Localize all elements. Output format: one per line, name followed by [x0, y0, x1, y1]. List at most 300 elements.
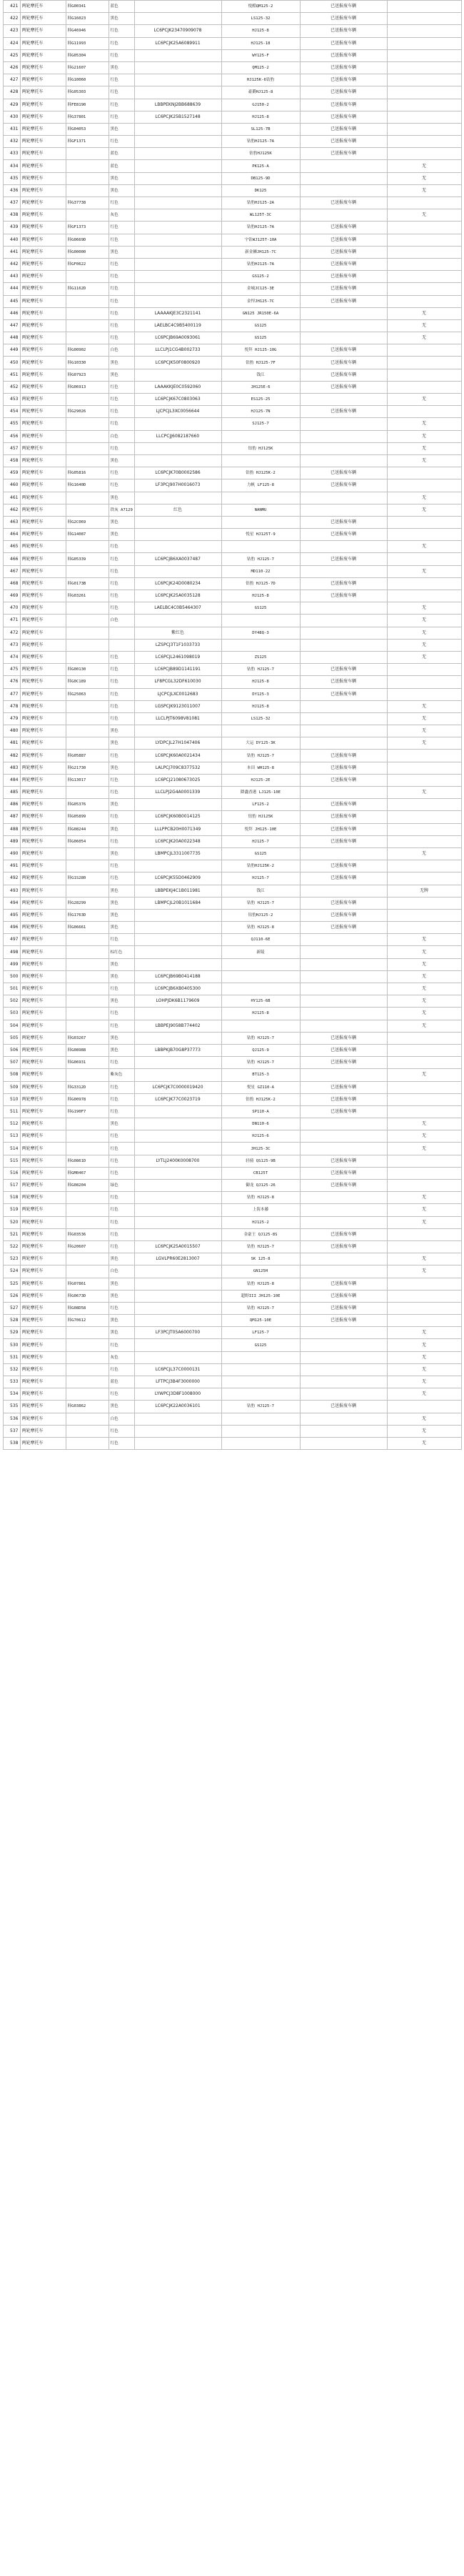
cell-vehicle-type: 两轮摩托车	[20, 1130, 66, 1143]
cell-vehicle-type: 两轮摩托车	[20, 86, 66, 99]
cell-model	[221, 492, 300, 504]
cell-plate-number: 韩G46946	[66, 25, 109, 37]
cell-model	[221, 970, 300, 983]
cell-note: 无	[387, 319, 461, 332]
cell-color: 棕红色	[109, 946, 134, 958]
table-row	[3, 283, 461, 295]
table-row	[3, 381, 461, 393]
cell-color: 红色	[109, 234, 134, 246]
cell-note	[387, 369, 461, 381]
cell-vin: LALPCJ709C8377532	[134, 762, 221, 774]
cell-note	[387, 222, 461, 234]
table-row	[3, 1069, 461, 1081]
table-row	[3, 160, 461, 172]
cell-vehicle-type: 两轮摩托车	[20, 1351, 66, 1363]
cell-model: 超野III JH125-10E	[221, 1290, 300, 1302]
cell-note: 无	[387, 602, 461, 615]
cell-vin	[134, 529, 221, 541]
cell-color: 红色	[109, 332, 134, 344]
cell-model: NANMU	[221, 504, 300, 516]
cell-vin	[134, 74, 221, 86]
cell-model	[221, 725, 300, 737]
cell-vin	[134, 541, 221, 553]
cell-vehicle-type: 两轮摩托车	[20, 970, 66, 983]
cell-model	[221, 516, 300, 528]
cell-model	[221, 1376, 300, 1388]
cell-vin: LLCLPJT6098V81081	[134, 712, 221, 725]
cell-status: 已送报废车辆	[300, 688, 387, 700]
cell-vehicle-type: 两轮摩托车	[20, 1265, 66, 1278]
cell-vin	[134, 1228, 221, 1240]
cell-plate-number: 韩G06931	[66, 1057, 109, 1069]
cell-note	[387, 762, 461, 774]
cell-vin: LBBPKJB70G8P37773	[134, 1044, 221, 1056]
cell-row-number: 421	[3, 1, 20, 13]
cell-plate-number: 韩G05899	[66, 811, 109, 823]
cell-status: 已送报废车辆	[300, 897, 387, 909]
cell-model: LS125-32	[221, 712, 300, 725]
cell-note	[387, 357, 461, 369]
cell-vin: LAAAKKJE0C0592060	[134, 381, 221, 393]
cell-plate-number: 韩G10330	[66, 357, 109, 369]
cell-vehicle-type: 两轮摩托车	[20, 504, 66, 516]
cell-color: 红色	[109, 295, 134, 307]
cell-status	[300, 934, 387, 946]
cell-status: 已送报废车辆	[300, 283, 387, 295]
cell-model: DY48Q-3	[221, 627, 300, 639]
cell-note: 无	[387, 184, 461, 197]
cell-plate-number: 韩G05339	[66, 553, 109, 565]
cell-status: 已送报废车辆	[300, 1155, 387, 1167]
cell-note	[387, 922, 461, 934]
cell-color: 红色	[109, 1093, 134, 1105]
cell-plate-number	[66, 602, 109, 615]
cell-color: 红色	[109, 590, 134, 602]
cell-color: 红色	[109, 750, 134, 762]
cell-model: QM125-2	[221, 61, 300, 74]
cell-status	[300, 442, 387, 454]
cell-plate-number	[66, 418, 109, 430]
cell-model: 悦拜 HJ125-10G	[221, 344, 300, 357]
cell-plate-number: 韩G08244	[66, 823, 109, 835]
cell-note	[387, 1105, 461, 1118]
table-row	[3, 13, 461, 25]
cell-color: 黑色	[109, 1290, 134, 1302]
cell-note	[387, 467, 461, 479]
cell-vehicle-type: 两轮摩托车	[20, 209, 66, 222]
cell-note: 无	[387, 307, 461, 319]
cell-color: 黑色	[109, 995, 134, 1008]
cell-row-number: 487	[3, 811, 20, 823]
cell-status: 已送报废车辆	[300, 590, 387, 602]
cell-color: 黑色	[109, 516, 134, 528]
cell-color: 红色	[109, 553, 134, 565]
cell-plate-number: 韩G25063	[66, 688, 109, 700]
cell-vin	[134, 1118, 221, 1130]
cell-color: 黑色	[109, 958, 134, 970]
cell-plate-number: 韩G00978	[66, 1093, 109, 1105]
cell-status: 已送报废车辆	[300, 86, 387, 99]
cell-vin	[134, 1339, 221, 1351]
cell-note: 无	[387, 1413, 461, 1425]
cell-note: 无	[387, 394, 461, 406]
cell-vehicle-type: 两轮摩托车	[20, 946, 66, 958]
cell-vin: LC6PCJK22A0036101	[134, 1401, 221, 1413]
table-row	[3, 197, 461, 209]
cell-vehicle-type: 两轮摩托车	[20, 1253, 66, 1265]
cell-note: 无	[387, 1425, 461, 1437]
cell-color: 红色	[109, 1155, 134, 1167]
cell-model: HJ125-8	[221, 25, 300, 37]
cell-row-number: 454	[3, 406, 20, 418]
cell-status	[300, 1413, 387, 1425]
cell-note	[387, 74, 461, 86]
cell-color: 红色	[109, 37, 134, 49]
cell-status	[300, 1216, 387, 1228]
cell-color: 黑色	[109, 737, 134, 750]
cell-color: 白色	[109, 615, 134, 627]
cell-model: HJ125-2E	[221, 774, 300, 786]
cell-note	[387, 774, 461, 786]
cell-status	[300, 1265, 387, 1278]
cell-model: WY125-F	[221, 49, 300, 61]
cell-model: 钻豹 HJ125-7	[221, 897, 300, 909]
cell-note: 无	[387, 565, 461, 577]
cell-vehicle-type: 两轮摩托车	[20, 774, 66, 786]
cell-status: 已送报废车辆	[300, 1057, 387, 1069]
cell-status: 已送报废车辆	[300, 99, 387, 111]
cell-status: 已送报废车辆	[300, 1081, 387, 1093]
cell-vin: LC6PCJK70B0002586	[134, 467, 221, 479]
table-row	[3, 934, 461, 946]
cell-row-number: 472	[3, 627, 20, 639]
cell-vehicle-type: 两轮摩托车	[20, 37, 66, 49]
cell-note	[387, 1093, 461, 1105]
cell-row-number: 491	[3, 860, 20, 872]
cell-vehicle-type: 两轮摩托车	[20, 234, 66, 246]
cell-model: DY125-3	[221, 688, 300, 700]
cell-color: 灰色	[109, 209, 134, 222]
cell-plate-number: 韩G1S280	[66, 872, 109, 885]
cell-vin: LC6PCJK77C0023719	[134, 1093, 221, 1105]
cell-vin	[134, 565, 221, 577]
table-row	[3, 1130, 461, 1143]
cell-model: 钻豹HJ125-2A	[221, 197, 300, 209]
cell-vin	[134, 295, 221, 307]
table-row	[3, 995, 461, 1008]
cell-status	[300, 1069, 387, 1081]
cell-color: 红色	[109, 394, 134, 406]
cell-color: 黑色	[109, 1032, 134, 1044]
cell-color: 黑色	[109, 1315, 134, 1327]
cell-note: 无	[387, 160, 461, 172]
cell-vin	[134, 1437, 221, 1449]
table-row	[3, 1180, 461, 1192]
cell-row-number: 440	[3, 234, 20, 246]
table-row	[3, 1020, 461, 1032]
cell-note	[387, 86, 461, 99]
cell-color: 红色	[109, 835, 134, 847]
cell-row-number: 524	[3, 1265, 20, 1278]
cell-status	[300, 983, 387, 995]
table-row	[3, 553, 461, 565]
cell-plate-number	[66, 148, 109, 160]
cell-color: 红色	[109, 258, 134, 270]
cell-note: 无	[387, 430, 461, 442]
cell-vin	[134, 258, 221, 270]
cell-note	[387, 111, 461, 123]
cell-plate-number: 韩G0173B	[66, 577, 109, 590]
cell-model: 钻豹 HJ125-7	[221, 1240, 300, 1253]
cell-vin: LYDPCJL27H1047406	[134, 737, 221, 750]
cell-vin: LF8PCGL32DF610030	[134, 676, 221, 688]
cell-model: 大运 DY125-3K	[221, 737, 300, 750]
cell-model	[221, 1388, 300, 1401]
cell-status	[300, 1118, 387, 1130]
cell-row-number: 433	[3, 148, 20, 160]
cell-vin: LLCPCJJ6082187660	[134, 430, 221, 442]
cell-vehicle-type: 两轮摩托车	[20, 688, 66, 700]
cell-note: 无	[387, 651, 461, 663]
cell-plate-number	[66, 172, 109, 184]
cell-vin	[134, 1290, 221, 1302]
cell-plate-number: 韩G16023	[66, 13, 109, 25]
cell-vin: LC6PCJK23470909078	[134, 25, 221, 37]
cell-note	[387, 860, 461, 872]
cell-status	[300, 1437, 387, 1449]
cell-status: 已送报废车辆	[300, 774, 387, 786]
cell-note: 无	[387, 1437, 461, 1449]
cell-row-number: 458	[3, 454, 20, 467]
table-row	[3, 922, 461, 934]
cell-status	[300, 172, 387, 184]
table-row	[3, 1290, 461, 1302]
cell-note	[387, 25, 461, 37]
cell-color: 黑色	[109, 970, 134, 983]
cell-vin: LYTLJ2400K0008700	[134, 1155, 221, 1167]
cell-status: 已送报废车辆	[300, 1093, 387, 1105]
table-row	[3, 25, 461, 37]
cell-color: 红色	[109, 860, 134, 872]
cell-plate-number: 韩G190F7	[66, 1105, 109, 1118]
cell-note	[387, 295, 461, 307]
cell-vin: LAELBC4C9B5400119	[134, 319, 221, 332]
cell-row-number: 426	[3, 61, 20, 74]
cell-note	[387, 49, 461, 61]
cell-row-number: 490	[3, 847, 20, 860]
cell-vehicle-type: 两轮摩托车	[20, 123, 66, 135]
table-row	[3, 688, 461, 700]
cell-plate-number: 韩G10060	[66, 74, 109, 86]
cell-row-number: 427	[3, 74, 20, 86]
table-row	[3, 1192, 461, 1204]
cell-vin	[134, 13, 221, 25]
cell-row-number: 464	[3, 529, 20, 541]
cell-vin: LAAAAKJE3C2321141	[134, 307, 221, 319]
cell-model: 钻豹 HJ125-7	[221, 1302, 300, 1314]
cell-model: 钻豹HJ125K-2	[221, 860, 300, 872]
cell-row-number: 474	[3, 651, 20, 663]
table-row	[3, 454, 461, 467]
cell-note	[387, 381, 461, 393]
cell-row-number: 484	[3, 774, 20, 786]
cell-vehicle-type: 两轮摩托车	[20, 197, 66, 209]
cell-row-number: 503	[3, 1008, 20, 1020]
cell-color: 红色	[109, 1425, 134, 1437]
cell-status: 已送报废车辆	[300, 872, 387, 885]
cell-vehicle-type: 两轮摩托车	[20, 516, 66, 528]
cell-color: 红色	[109, 1020, 134, 1032]
cell-color: 黑色	[109, 529, 134, 541]
cell-model: JH125E-6	[221, 381, 300, 393]
cell-status: 已送报废车辆	[300, 222, 387, 234]
cell-color: 白色	[109, 1265, 134, 1278]
cell-status	[300, 1339, 387, 1351]
cell-plate-number	[66, 847, 109, 860]
cell-color: 黑色	[109, 369, 134, 381]
cell-model: HJ125-8	[221, 590, 300, 602]
cell-vehicle-type: 两轮摩托车	[20, 332, 66, 344]
table-row	[3, 860, 461, 872]
cell-model: HJ125-7N	[221, 406, 300, 418]
cell-model	[221, 1020, 300, 1032]
cell-note	[387, 479, 461, 492]
cell-note	[387, 1081, 461, 1093]
table-row	[3, 958, 461, 970]
cell-plate-number	[66, 958, 109, 970]
cell-status: 已送报废车辆	[300, 61, 387, 74]
cell-color: 红色	[109, 1057, 134, 1069]
cell-color: 红色	[109, 787, 134, 799]
cell-note	[387, 529, 461, 541]
cell-note: 无	[387, 712, 461, 725]
cell-vehicle-type: 两轮摩托车	[20, 676, 66, 688]
cell-model: 钻豹 HJ125-7	[221, 1057, 300, 1069]
cell-color: 红色	[109, 283, 134, 295]
cell-note	[387, 197, 461, 209]
cell-color: 黑色	[109, 897, 134, 909]
cell-note	[387, 1155, 461, 1167]
cell-color: 红色	[109, 1240, 134, 1253]
cell-plate-number	[66, 885, 109, 897]
cell-row-number: 476	[3, 676, 20, 688]
cell-status: 已送报废车辆	[300, 762, 387, 774]
cell-vin: LC6PCJK7C0000019420	[134, 1081, 221, 1093]
cell-status: 已送报废车辆	[300, 479, 387, 492]
cell-note: 无	[387, 958, 461, 970]
cell-status: 已送报废车辆	[300, 1, 387, 13]
cell-plate-number	[66, 1204, 109, 1216]
cell-row-number: 517	[3, 1180, 20, 1192]
cell-row-number: 507	[3, 1057, 20, 1069]
cell-status: 已送报废车辆	[300, 799, 387, 811]
cell-vehicle-type: 两轮摩托车	[20, 799, 66, 811]
cell-note	[387, 577, 461, 590]
cell-plate-number	[66, 1008, 109, 1020]
cell-vin	[134, 1204, 221, 1216]
cell-note: 无	[387, 1130, 461, 1143]
cell-model: SJ125-7	[221, 418, 300, 430]
cell-status: 已送报废车辆	[300, 1315, 387, 1327]
table-row	[3, 1437, 461, 1449]
cell-row-number: 496	[3, 922, 20, 934]
cell-status: 已送报废车辆	[300, 1278, 387, 1290]
table-row	[3, 1278, 461, 1290]
table-row	[3, 442, 461, 454]
table-row	[3, 1081, 461, 1093]
cell-model: 钻豹 HJ125-7	[221, 553, 300, 565]
cell-note	[387, 897, 461, 909]
cell-note: 无	[387, 1388, 461, 1401]
cell-row-number: 473	[3, 639, 20, 651]
cell-model	[221, 430, 300, 442]
cell-status	[300, 541, 387, 553]
cell-plate-number	[66, 1216, 109, 1228]
cell-status: 已送报废车辆	[300, 37, 387, 49]
cell-row-number: 424	[3, 37, 20, 49]
cell-row-number: 493	[3, 885, 20, 897]
cell-model: DB125-9D	[221, 172, 300, 184]
cell-plate-number: 韩G06054	[66, 835, 109, 847]
cell-vehicle-type: 两轮摩托车	[20, 909, 66, 921]
cell-note	[387, 234, 461, 246]
cell-row-number: 536	[3, 1413, 20, 1425]
cell-model: 豪爵HJ125-8	[221, 86, 300, 99]
cell-row-number: 505	[3, 1032, 20, 1044]
cell-color: 黑色	[109, 123, 134, 135]
cell-note	[387, 799, 461, 811]
cell-row-number: 489	[3, 835, 20, 847]
cell-model: PK125-A	[221, 160, 300, 172]
cell-color: 红色	[109, 381, 134, 393]
cell-status	[300, 160, 387, 172]
cell-vehicle-type: 两轮摩托车	[20, 615, 66, 627]
cell-status	[300, 970, 387, 983]
cell-plate-number	[66, 492, 109, 504]
cell-model: HJ125-7	[221, 835, 300, 847]
cell-note: 无	[387, 1118, 461, 1130]
cell-row-number: 500	[3, 970, 20, 983]
table-row	[3, 700, 461, 712]
cell-status: 已送报废车辆	[300, 1240, 387, 1253]
cell-model: 钻豹 HJ125-7	[221, 750, 300, 762]
cell-note: 无	[387, 1253, 461, 1265]
table-row	[3, 430, 461, 442]
cell-vehicle-type: 两轮摩托车	[20, 1228, 66, 1240]
cell-model: GS125	[221, 319, 300, 332]
cell-vehicle-type: 两轮摩托车	[20, 651, 66, 663]
cell-row-number: 512	[3, 1118, 20, 1130]
cell-note: 无	[387, 1351, 461, 1363]
cell-vehicle-type: 两轮摩托车	[20, 1216, 66, 1228]
cell-status: 已送报废车辆	[300, 271, 387, 283]
cell-vin: LBMPCJL20B1011684	[134, 897, 221, 909]
cell-plate-number	[66, 1192, 109, 1204]
cell-row-number: 439	[3, 222, 20, 234]
table-row	[3, 590, 461, 602]
cell-model	[221, 541, 300, 553]
cell-row-number: 504	[3, 1020, 20, 1032]
cell-status	[300, 504, 387, 516]
cell-model: HY125-6B	[221, 995, 300, 1008]
cell-note: 无	[387, 418, 461, 430]
cell-vin	[134, 246, 221, 258]
cell-color: 红色	[109, 1437, 134, 1449]
cell-note	[387, 516, 461, 528]
table-row	[3, 319, 461, 332]
cell-row-number: 518	[3, 1192, 20, 1204]
table-row	[3, 504, 461, 516]
